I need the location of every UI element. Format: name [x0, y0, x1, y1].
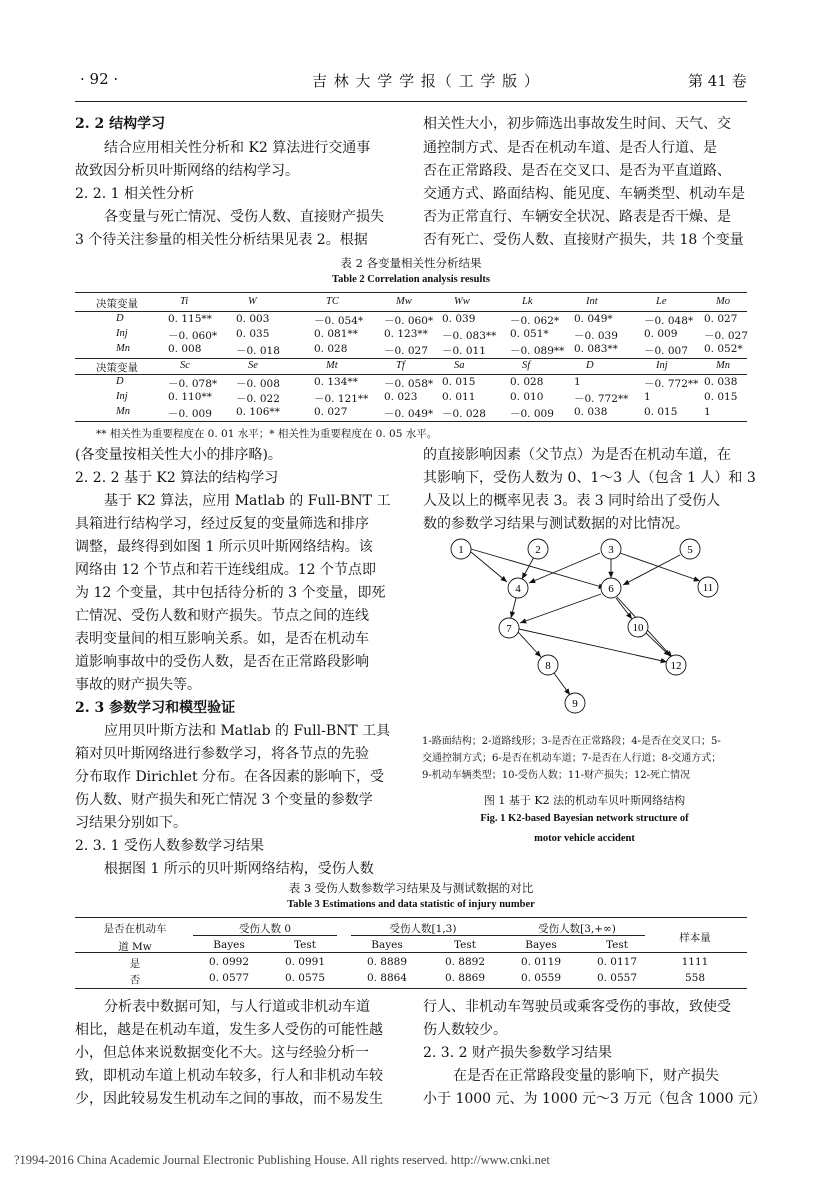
node-7	[499, 618, 519, 638]
paragraph-line: 通控制方式、是否在机动车道、是否人行道、是	[423, 140, 717, 156]
table2-cell: 0. 110**	[168, 391, 212, 403]
table2-cell: 0. 052*	[704, 343, 743, 355]
table2-header-cell: Ww	[454, 296, 470, 307]
table2-cell: 0. 008	[168, 343, 202, 355]
svg-text:2: 2	[535, 544, 541, 556]
table3-cell: 0. 0575	[284, 972, 326, 984]
paragraph-line: 在是否在正常路段变量的影响下，财产损失	[453, 1068, 719, 1084]
paragraph-line: 故致因分析贝叶斯网络的结构学习。	[75, 163, 299, 179]
table2-cell: 0. 028	[510, 376, 544, 388]
table2-cell: 0. 039	[442, 313, 476, 325]
table3-sub-head: Test	[453, 939, 476, 951]
node-9	[565, 693, 585, 713]
paragraph-line: 否为正常直行、车辆安全状况、路表是否干燥、是	[423, 209, 731, 225]
table3-group-head: 受伤人数[1,3)	[389, 923, 457, 935]
figure1-legend-line: 1-路面结构；2-道路线形；3-是否在正常路段；4-是否在交叉口；5-	[422, 736, 721, 747]
table2-row-label: D	[116, 376, 124, 387]
table3-cell: 558	[684, 972, 706, 984]
paragraph-line: 人及以上的概率见表 3。表 3 同时给出了受伤人	[423, 493, 721, 509]
table2-cell: －0. 022	[236, 393, 280, 405]
table3-cell: 0. 8864	[366, 972, 408, 984]
table2-cell: 0. 023	[384, 391, 418, 403]
table3-sub-head: Bayes	[213, 939, 245, 951]
table2-header-cell: Mn	[716, 360, 730, 371]
table3-sub-head: Bayes	[371, 939, 403, 951]
table2-header-cell: Inj	[656, 360, 668, 371]
table2-cell: 0. 027	[314, 406, 348, 418]
figure1-network	[440, 535, 730, 720]
table2-header-cell: Se	[248, 360, 258, 371]
page-number: · 92 ·	[80, 70, 119, 88]
table2-cell: 0. 123**	[384, 328, 428, 340]
table2-cell: 1	[704, 406, 711, 418]
edge-2-4	[522, 557, 534, 579]
node-1	[451, 539, 471, 559]
paragraph-line: 相关性大小，初步筛选出事故发生时间、天气、交	[423, 116, 731, 132]
paragraph-line: 道影响事故中的受伤人数，是否在正常路段影响	[75, 654, 369, 670]
table2-cell: 0. 011	[442, 391, 476, 403]
node-10	[628, 617, 648, 637]
table2-cell: －0. 089**	[510, 345, 565, 357]
table3-cell: 0. 0992	[208, 956, 250, 968]
table2-header-cell: Sc	[180, 360, 190, 371]
table2-cell: 0. 009	[644, 328, 678, 340]
table2-header-cell: TC	[326, 296, 339, 307]
table2-cell: －0. 121**	[314, 393, 369, 405]
table2-cell: －0. 048*	[644, 315, 694, 327]
table3-caption-cn: 表 3 受伤人数参数学习结果及与测试数据的对比	[288, 881, 534, 895]
paragraph-line: 亡情况、受伤人数和财产损失。节点之间的连线	[75, 608, 369, 624]
table2-cell: －0. 058*	[384, 378, 434, 390]
node-8	[538, 655, 558, 675]
paragraph-line: 具箱进行结构学习，经过反复的变量筛选和排序	[75, 516, 369, 532]
table2-cell: －0. 027	[704, 330, 748, 342]
table3-cell: 0. 0991	[284, 956, 326, 968]
table3-top-rule	[75, 917, 747, 918]
table3-cell: 0. 8889	[366, 956, 408, 968]
paragraph-line: 否在正常路段、是否在交叉口、是否为平直道路、	[423, 163, 731, 179]
table2-cell: 0. 035	[236, 328, 270, 340]
table2-header-cell: Tf	[396, 360, 405, 371]
table2-cell: －0. 054*	[314, 315, 364, 327]
edge-10-12	[646, 633, 670, 656]
table3-cell: 0. 8892	[444, 956, 486, 968]
table2-cell: 0. 015	[442, 376, 476, 388]
table3-sub-head: Test	[605, 939, 628, 951]
table2-cell: －0. 009	[510, 408, 554, 420]
table2-header-cell: W	[248, 296, 257, 307]
paragraph-line: 伤人数、财产损失和死亡情况 3 个变量的参数学	[75, 792, 373, 808]
node-5	[680, 539, 700, 559]
paragraph-line: 行人、非机动车驾驶员或乘客受伤的事故，致使受	[423, 999, 731, 1015]
paragraph-line: 的直接影响因素（父节点）为是否在机动车道，在	[423, 447, 731, 463]
svg-text:4: 4	[515, 583, 521, 595]
table2-cell: 0. 134**	[314, 376, 358, 388]
table2-header-cell: Le	[656, 296, 667, 307]
table2-caption-cn: 表 2 各变量相关性分析结果	[340, 256, 482, 270]
table2-row-label: Inj	[116, 391, 128, 402]
table3-caption-en: Table 3 Estimations and data statistic of injury number	[287, 899, 535, 910]
journal-title: 吉 林 大 学 学 报（ 工 学 版 ）	[312, 72, 540, 90]
table2-header-cell: Sf	[522, 360, 531, 371]
svg-text:10: 10	[632, 622, 644, 634]
section-heading-2-2-2: 2. 2. 2 基于 K2 算法的结构学习	[75, 470, 279, 486]
edge-6-10	[616, 598, 632, 619]
table2-cell: 0. 003	[236, 313, 270, 325]
section-heading-2-3: 2. 3 参数学习和模型验证	[75, 700, 236, 716]
volume-label: 第 41 卷	[688, 72, 747, 90]
svg-text:12: 12	[670, 660, 682, 672]
paragraph-line: 分布取作 Dirichlet 分布。在各因素的影响下，受	[75, 769, 385, 785]
table2-cell: 0. 051*	[510, 328, 549, 340]
table2-cell: 0. 106**	[236, 406, 280, 418]
table2-cell: －0. 018	[236, 345, 280, 357]
node-12	[666, 655, 686, 675]
section-heading-2-2-1: 2. 2. 1 相关性分析	[75, 186, 194, 202]
table2-cell: －0. 772**	[574, 393, 629, 405]
edge-6-7	[520, 594, 601, 623]
paragraph-line: 箱对贝叶斯网络进行参数学习，将各节点的先验	[75, 746, 369, 762]
table3-row-label: 否	[129, 974, 141, 986]
paragraph-line: (各变量按相关性大小的排序略)。	[75, 447, 282, 463]
table2-header-cell: Mo	[716, 296, 730, 307]
table2-cell: 0. 115**	[168, 313, 212, 325]
table3-row-label: 是	[129, 958, 141, 970]
paragraph-line: 习结果分别如下。	[75, 815, 187, 831]
table2-cell: －0. 039	[574, 330, 618, 342]
table2-header-cell: Lk	[522, 296, 533, 307]
table3-cell: 0. 0577	[208, 972, 250, 984]
table2-cell: －0. 008	[236, 378, 280, 390]
svg-text:3: 3	[608, 544, 614, 556]
table2-cell: 0. 049*	[574, 313, 613, 325]
table2-row-label: D	[116, 313, 124, 324]
table2-bottom-rule	[75, 421, 747, 422]
paragraph-line: 表明变量间的相互影响关系。如，是否在机动车	[75, 631, 369, 647]
paragraph-line: 分析表中数据可知，与人行道或非机动车道	[104, 999, 370, 1015]
paragraph-line: 数的参数学习结果与测试数据的对比情况。	[423, 516, 689, 532]
table2-header-rule	[75, 311, 747, 312]
node-11	[698, 577, 718, 597]
edge-4-7	[511, 598, 516, 618]
svg-text:1: 1	[458, 544, 464, 556]
table2-cell: －0. 772**	[644, 378, 699, 390]
paragraph-line: 事故的财产损失等。	[75, 677, 201, 693]
paragraph-line: 致，即机动车道上机动车较多，行人和非机动车较	[75, 1068, 383, 1084]
table2-cell: 0. 015	[704, 391, 738, 403]
table2-mid-rule	[75, 358, 747, 359]
table2-row-label: Inj	[116, 328, 128, 339]
paragraph-line: 伤人数较少。	[423, 1022, 507, 1038]
edge-8-9	[554, 673, 570, 695]
svg-text:7: 7	[506, 623, 512, 635]
table2-cell: －0. 078*	[168, 378, 218, 390]
paragraph-line: 各变量与死亡情况、受伤人数、直接财产损失	[104, 209, 384, 225]
section-heading-2-3-1: 2. 3. 1 受伤人数参数学习结果	[75, 838, 264, 854]
table2-header-cell: Sa	[454, 360, 465, 371]
paragraph-line: 小于 1000 元、为 1000 元～3 万元（包含 1000 元）	[423, 1091, 766, 1107]
table2-note: ** 相关性为重要程度在 0. 01 水平；* 相关性为重要程度在 0. 05 水平。	[96, 428, 438, 440]
table2-header-cell: 决策变量	[96, 362, 138, 374]
node-6	[601, 578, 621, 598]
table2-caption-en: Table 2 Correlation analysis results	[332, 274, 490, 285]
table3-cell: 0. 0557	[596, 972, 638, 984]
paragraph-line: 为 12 个变量，其中包括待分析的 3 个变量，即死	[75, 585, 386, 601]
edge-1-4	[471, 552, 507, 582]
paragraph-line: 少，因此较易发生机动车之间的事故，而不易发生	[75, 1091, 383, 1107]
table3-cell: 1111	[681, 956, 709, 968]
edge-5-6	[623, 555, 680, 585]
table2-header-cell: Mt	[326, 360, 338, 371]
table3-sample-head: 样本量	[679, 932, 711, 944]
svg-text:6: 6	[608, 583, 614, 595]
paragraph-line: 根据图 1 所示的贝叶斯网络结构，受伤人数	[104, 861, 374, 877]
table2-cell: －0. 011	[442, 345, 486, 357]
svg-text:11: 11	[702, 582, 714, 594]
copyright-footer: ?1994-2016 China Academic Journal Electronic Publishing House. All rights reserved. http://www.cnki.net	[14, 1153, 550, 1167]
table3-group-head: 受伤人数 0	[238, 923, 292, 935]
table3-bottom-rule	[75, 988, 747, 989]
paragraph-line: 其影响下，受伤人数为 0、1～3 人（包含 1 人）和 3	[423, 470, 756, 486]
table2-cell: －0. 028	[442, 408, 486, 420]
table2-header-cell: Int	[586, 296, 598, 307]
figure1-legend-line: 9-机动车辆类型；10-受伤人数；11-财产损失；12-死亡情况	[422, 770, 691, 781]
section-heading-2-2: 2. 2 结构学习	[75, 116, 166, 132]
table2-cell: －0. 007	[644, 345, 688, 357]
table2-cell: 0. 027	[704, 313, 738, 325]
paragraph-line: 交通方式、路面结构、能见度、车辆类型、机动车是	[423, 186, 745, 202]
table2-cell: 0. 038	[704, 376, 738, 388]
table3-sub-head: Bayes	[525, 939, 557, 951]
table2-cell: 0. 010	[510, 391, 544, 403]
node-2	[528, 539, 548, 559]
table2-header-cell: 决策变量	[96, 298, 138, 310]
section-heading-2-3-2: 2. 3. 2 财产损失参数学习结果	[423, 1045, 612, 1061]
table2-cell: 0. 028	[314, 343, 348, 355]
table2-header-cell: Mw	[396, 296, 412, 307]
paragraph-line: 调整，最终得到如图 1 所示贝叶斯网络结构。该	[75, 539, 373, 555]
table2-cell: 0. 015	[644, 406, 678, 418]
paragraph-line: 否有死亡、受伤人数、直接财产损失，共 18 个变量	[423, 232, 744, 248]
table2-cell: －0. 049*	[384, 408, 434, 420]
table2-row-label: Mn	[116, 343, 130, 354]
table2-cell: 0. 038	[574, 406, 608, 418]
paragraph-line: 基于 K2 算法，应用 Matlab 的 Full-BNT 工	[104, 493, 391, 509]
figure1-legend-line: 交通控制方式；6-是否在机动车道；7-是否在人行道；8-交通方式；	[422, 753, 722, 764]
figure1-caption-en-2: motor vehicle accident	[534, 833, 635, 844]
table3-col-head: 道 Mw	[118, 941, 152, 953]
svg-text:9: 9	[572, 698, 578, 710]
table2-cell: －0. 060*	[168, 330, 218, 342]
table2-cell: 0. 083**	[574, 343, 618, 355]
figure1-caption-cn: 图 1 基于 K2 法的机动车贝叶斯网络结构	[483, 794, 686, 807]
figure1-caption-en-1: Fig. 1 K2-based Bayesian network structure of	[480, 813, 689, 824]
paragraph-line: 结合应用相关性分析和 K2 算法进行交通事	[104, 140, 371, 156]
table2-cell: －0. 060*	[384, 315, 434, 327]
table2-cell: －0. 009	[168, 408, 212, 420]
header-rule	[75, 101, 747, 102]
table2-cell: －0. 027	[384, 345, 428, 357]
table2-cell: －0. 083**	[442, 330, 497, 342]
svg-text:8: 8	[545, 660, 551, 672]
table3-group-head: 受伤人数[3,+∞)	[538, 923, 616, 935]
table3-cell: 0. 8869	[444, 972, 486, 984]
table2-cell: 0. 081**	[314, 328, 358, 340]
node-4	[508, 578, 528, 598]
paragraph-line: 3 个待关注参量的相关性分析结果见表 2。根据	[75, 232, 368, 248]
table2-row-label: Mn	[116, 406, 130, 417]
edge-7-8	[518, 632, 541, 657]
table3-sub-head: Test	[293, 939, 316, 951]
figure1-legend	[422, 733, 721, 784]
table2-cell: 1	[644, 391, 651, 403]
paragraph-line: 网络由 12 个节点和若干连线组成。12 个节点即	[75, 562, 376, 578]
table2-cell: －0. 062*	[510, 315, 560, 327]
table2-header-cell: Ti	[180, 296, 189, 307]
table2-top-rule	[75, 292, 747, 293]
table2-cell: 1	[574, 376, 581, 388]
figure1-nodes	[451, 539, 718, 713]
table2-header-cell: D	[586, 360, 594, 371]
table3-cell: 0. 0559	[520, 972, 562, 984]
node-3	[601, 539, 621, 559]
paragraph-line: 相比，越是在机动车道，发生多人受伤的可能性越	[75, 1022, 383, 1038]
table3-cell: 0. 0117	[596, 956, 638, 968]
paragraph-line: 小，但总体来说数据变化不大。这与经验分析一	[75, 1045, 369, 1061]
table3-cell: 0. 0119	[520, 956, 562, 968]
table2-header2-rule	[75, 374, 747, 375]
paragraph-line: 应用贝叶斯方法和 Matlab 的 Full-BNT 工具	[104, 723, 391, 739]
table3-col-head: 是否在机动车	[103, 923, 167, 935]
svg-text:5: 5	[687, 544, 693, 556]
